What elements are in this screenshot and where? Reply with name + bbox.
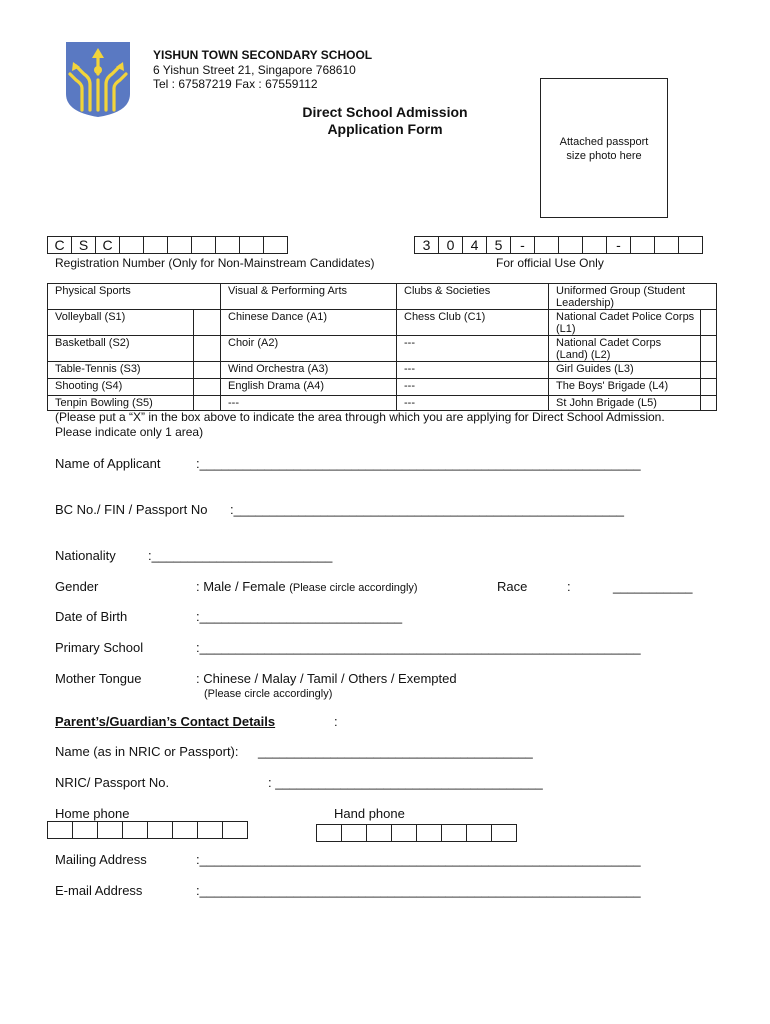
home-phone-cell[interactable] <box>97 821 123 839</box>
arts-cell: English Drama (A4) <box>221 379 397 396</box>
official-cell: 5 <box>486 236 511 254</box>
nric-field[interactable]: : _____________________________________ <box>268 775 543 790</box>
school-name: YISHUN TOWN SECONDARY SCHOOL <box>153 48 373 62</box>
club-cell: --- <box>397 396 549 411</box>
gender-field[interactable] <box>196 579 418 596</box>
parent-name-field[interactable]: ______________________________________ <box>258 744 533 759</box>
header-physical-sports: Physical Sports <box>48 284 221 310</box>
hand-phone-cell[interactable] <box>441 824 467 842</box>
nationality-field[interactable]: :_________________________ <box>148 548 333 563</box>
registration-label: Registration Number (Only for Non-Mainstream Candidates) <box>55 256 375 270</box>
sport-cell: Shooting (S4) <box>48 379 194 396</box>
mother-tongue-field[interactable]: : Chinese / Malay / Tamil / Others / Exempted <box>196 671 457 686</box>
arts-cell: Choir (A2) <box>221 336 397 362</box>
hand-phone-cell[interactable] <box>466 824 492 842</box>
official-cell <box>534 236 559 254</box>
school-address: 6 Yishun Street 21, Singapore 768610 <box>153 63 356 77</box>
selection-box[interactable] <box>701 310 717 336</box>
sport-cell: Tenpin Bowling (S5) <box>48 396 194 411</box>
registration-cell[interactable] <box>239 236 264 254</box>
official-use-grid <box>414 236 702 254</box>
registration-cell[interactable]: S <box>71 236 96 254</box>
mother-tongue-hint: (Please circle accordingly) <box>204 688 333 700</box>
hand-phone-grid <box>316 824 516 842</box>
home-phone-cell[interactable] <box>147 821 173 839</box>
table-row <box>48 310 717 336</box>
photo-box-line1: Attached passport <box>559 136 649 148</box>
instructions <box>55 410 745 440</box>
photo-box-line2: size photo here <box>566 150 642 162</box>
race-label: Race <box>497 579 528 594</box>
table-row <box>48 396 717 411</box>
official-cell: - <box>606 236 631 254</box>
home-phone-cell[interactable] <box>197 821 223 839</box>
table-row <box>48 362 717 379</box>
header-uniformed-group: Uniformed Group (Student Leadership) <box>549 284 717 310</box>
official-cell: 3 <box>414 236 439 254</box>
dob-field[interactable]: :____________________________ <box>196 609 403 624</box>
registration-cell[interactable] <box>143 236 168 254</box>
hand-phone-cell[interactable] <box>391 824 417 842</box>
hand-phone-cell[interactable] <box>341 824 367 842</box>
gender-hint: (Please circle accordingly) <box>289 582 418 594</box>
arts-cell: Wind Orchestra (A3) <box>221 362 397 379</box>
mailing-address-label: Mailing Address <box>55 852 147 867</box>
registration-cell[interactable] <box>215 236 240 254</box>
official-use-label: For official Use Only <box>496 256 604 270</box>
arts-cell: Chinese Dance (A1) <box>221 310 397 336</box>
bc-no-label: BC No./ FIN / Passport No <box>55 502 208 517</box>
official-cell: 4 <box>462 236 487 254</box>
registration-cell[interactable]: C <box>47 236 72 254</box>
nationality-label: Nationality <box>55 548 116 563</box>
official-cell <box>678 236 703 254</box>
registration-cell[interactable]: C <box>95 236 120 254</box>
home-phone-cell[interactable] <box>172 821 198 839</box>
race-field[interactable]: ___________ <box>613 579 693 594</box>
table-header-row <box>48 284 717 310</box>
selection-box[interactable] <box>701 336 717 362</box>
bc-no-field[interactable]: :______________________________________________________ <box>230 502 625 517</box>
hand-phone-cell[interactable] <box>366 824 392 842</box>
dob-label: Date of Birth <box>55 609 128 624</box>
header-clubs: Clubs & Societies <box>397 284 549 310</box>
club-cell: Chess Club (C1) <box>397 310 549 336</box>
selection-box[interactable] <box>194 396 221 411</box>
registration-cell[interactable] <box>167 236 192 254</box>
home-phone-cell[interactable] <box>222 821 248 839</box>
club-cell: --- <box>397 336 549 362</box>
gender-label: Gender <box>55 579 99 594</box>
parent-section-heading: Parent’s/Guardian’s Contact Details <box>55 714 276 729</box>
instructions-line2: Please indicate only 1 area) <box>55 425 204 439</box>
home-phone-cell[interactable] <box>122 821 148 839</box>
applicant-name-label: Name of Applicant <box>55 456 161 471</box>
applicant-name-field[interactable]: :_____________________________________________________________ <box>196 456 641 471</box>
dsa-areas-table <box>47 283 717 411</box>
gender-options: : Male / Female <box>196 579 286 594</box>
hand-phone-cell[interactable] <box>316 824 342 842</box>
club-cell: --- <box>397 379 549 396</box>
table-row <box>48 336 717 362</box>
hand-phone-label: Hand phone <box>334 806 405 821</box>
uniformed-cell: The Boys' Brigade (L4) <box>549 379 701 396</box>
registration-cell[interactable] <box>263 236 288 254</box>
uniformed-cell: Girl Guides (L3) <box>549 362 701 379</box>
photo-box <box>540 78 668 218</box>
official-cell: - <box>510 236 535 254</box>
hand-phone-cell[interactable] <box>491 824 517 842</box>
email-address-label: E-mail Address <box>55 883 143 898</box>
primary-school-label: Primary School <box>55 640 144 655</box>
school-logo <box>64 40 132 118</box>
registration-number-grid <box>47 236 287 254</box>
parent-section-colon: : <box>334 714 338 729</box>
official-cell <box>558 236 583 254</box>
parent-name-label: Name (as in NRIC or Passport): <box>55 744 239 759</box>
school-contact: Tel : 67587219 Fax : 67559112 <box>153 77 318 91</box>
sport-cell: Basketball (S2) <box>48 336 194 362</box>
sport-cell: Volleyball (S1) <box>48 310 194 336</box>
selection-box[interactable] <box>701 379 717 396</box>
uniformed-cell: National Cadet Corps (Land) (L2) <box>549 336 701 362</box>
form-title-line2: Application Form <box>327 121 443 137</box>
home-phone-grid <box>47 821 247 839</box>
official-cell <box>582 236 607 254</box>
home-phone-label: Home phone <box>55 806 130 821</box>
form-title-line1: Direct School Admission <box>302 104 468 120</box>
selection-box[interactable] <box>194 336 221 362</box>
selection-box[interactable] <box>194 310 221 336</box>
hand-phone-cell[interactable] <box>416 824 442 842</box>
home-phone-cell[interactable] <box>47 821 73 839</box>
table-row <box>48 379 717 396</box>
uniformed-cell: National Cadet Police Corps (L1) <box>549 310 701 336</box>
arts-cell: --- <box>221 396 397 411</box>
instructions-line1: (Please put a “X” in the box above to indicate the area through which you are applying for Direct School Admission. <box>55 410 665 424</box>
club-cell: --- <box>397 362 549 379</box>
registration-cell[interactable] <box>119 236 144 254</box>
sport-cell: Table-Tennis (S3) <box>48 362 194 379</box>
registration-cell[interactable] <box>191 236 216 254</box>
official-cell: 0 <box>438 236 463 254</box>
selection-box[interactable] <box>701 396 717 411</box>
email-address-field[interactable]: :_____________________________________________________________ <box>196 883 641 898</box>
mailing-address-field[interactable]: :_____________________________________________________________ <box>196 852 641 867</box>
race-colon: : <box>567 579 571 594</box>
selection-box[interactable] <box>194 379 221 396</box>
mother-tongue-label: Mother Tongue <box>55 671 142 686</box>
selection-box[interactable] <box>194 362 221 379</box>
uniformed-cell: St John Brigade (L5) <box>549 396 701 411</box>
selection-box[interactable] <box>701 362 717 379</box>
official-cell <box>630 236 655 254</box>
official-cell <box>654 236 679 254</box>
home-phone-cell[interactable] <box>72 821 98 839</box>
header-visual-arts: Visual & Performing Arts <box>221 284 397 310</box>
nric-label: NRIC/ Passport No. <box>55 775 170 790</box>
primary-school-field[interactable]: :_____________________________________________________________ <box>196 640 641 655</box>
